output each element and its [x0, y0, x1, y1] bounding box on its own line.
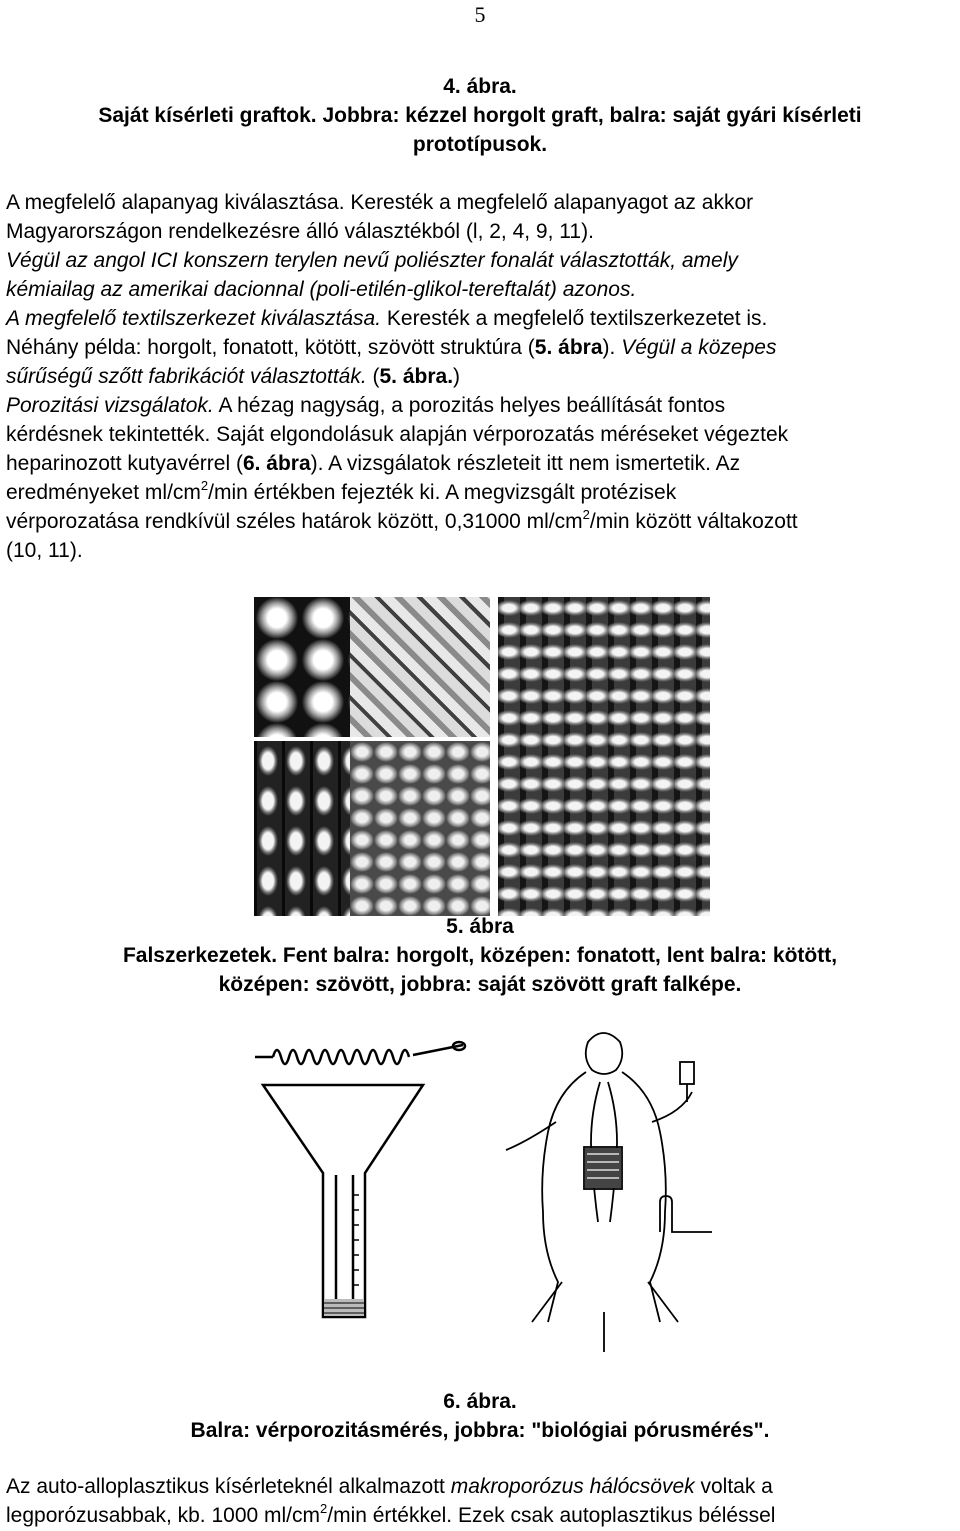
- biological-pore-measurement-dog-drawing: [500, 1022, 720, 1352]
- woven-structure-image-small: [350, 741, 490, 916]
- figure5-caption-line1: Falszerkezetek. Fent balra: horgolt, középen: fonatott, lent balra: kötött,: [122, 944, 838, 967]
- body-text-2: [6, 1472, 956, 1530]
- figure6-caption-text: Balra: vérporozitásmérés, jobbra: "biológiai pórusmérés".: [190, 1419, 770, 1442]
- figure5-caption: [0, 912, 960, 999]
- body1-line11: eredményeket $ml/cm^2/\min$ értékben fejezték ki. A megvizsgált protézisek: [6, 478, 677, 504]
- body1-line8: Porozitási vizsgálatok. A hézag nagyság, a porozitás helyes beállítását fontos: [6, 394, 726, 417]
- body1-line5: A megfelelő textilszerkezet kiválasztása. Keresték a megfelelő textilszerkezetet is.: [6, 307, 768, 330]
- figure6-label: 6. ábra.: [443, 1390, 517, 1413]
- figure4-label: 4. ábra.: [443, 75, 517, 98]
- body1-line13: (10, 11).: [6, 539, 83, 562]
- figure6-caption: [0, 1387, 960, 1445]
- body1-line9: kérdésnek tekintették. Saját elgondolásuk alapján vérporozatás méréseket végeztek: [6, 423, 789, 446]
- body1-line4: kémiailag az amerikai dacionnal (poli-etilén-glikol-tereftalát) azonos.: [6, 278, 637, 301]
- body1-line2: Magyarországon rendelkezésre álló választékból (l, 2, 4, 9, 11).: [6, 220, 594, 243]
- body1-line12: vérporozatása rendkívül széles határok között, 0,31000 $ml/cm^2/\min$ között váltakozott: [6, 507, 798, 533]
- figure4-caption-line1: Saját kísérleti graftok. Jobbra: kézzel horgolt graft, balra: saját gyári kísérleti: [98, 104, 862, 127]
- page-number: 5: [474, 2, 486, 27]
- body1-line7: sűrűségű szőtt fabrikációt választották. (5. ábra.): [6, 365, 461, 388]
- body-text-1: [6, 188, 956, 565]
- figure5-caption-line2: középen: szövött, jobbra: saját szövött graft falképe.: [218, 973, 742, 996]
- figure4-caption-line2: prototípusok.: [412, 133, 548, 156]
- body1-line1: A megfelelő alapanyag kiválasztása. Keresték a megfelelő alapanyagot az akkor: [6, 191, 754, 214]
- body2-line1: Az auto-alloplasztikus kísérleteknél alkalmazott makroporózus hálócsövek voltak a: [6, 1475, 773, 1498]
- woven-structure-image: [498, 597, 710, 916]
- figure5-label: 5. ábra: [446, 915, 514, 938]
- body2-line2: legporózusabbak, kb. 1000 $ml/cm^2/\min$ értékkel. Ezek csak autoplasztikus béléssel: [6, 1501, 776, 1527]
- body1-line6: Néhány példa: horgolt, fonatott, kötött, szövött struktúra (5. ábra). Végül a közepes: [6, 336, 777, 359]
- braided-structure-image-main: [350, 597, 490, 737]
- figure4-caption: [0, 72, 960, 159]
- body1-line3: Végül az angol ICI konszern terylen nevű poliészter fonalát választották, amely: [6, 249, 738, 272]
- body1-line10: heparinozott kutyavérrel (6. ábra). A vizsgálatok részleteit itt nem ismertetik. Az: [6, 452, 741, 475]
